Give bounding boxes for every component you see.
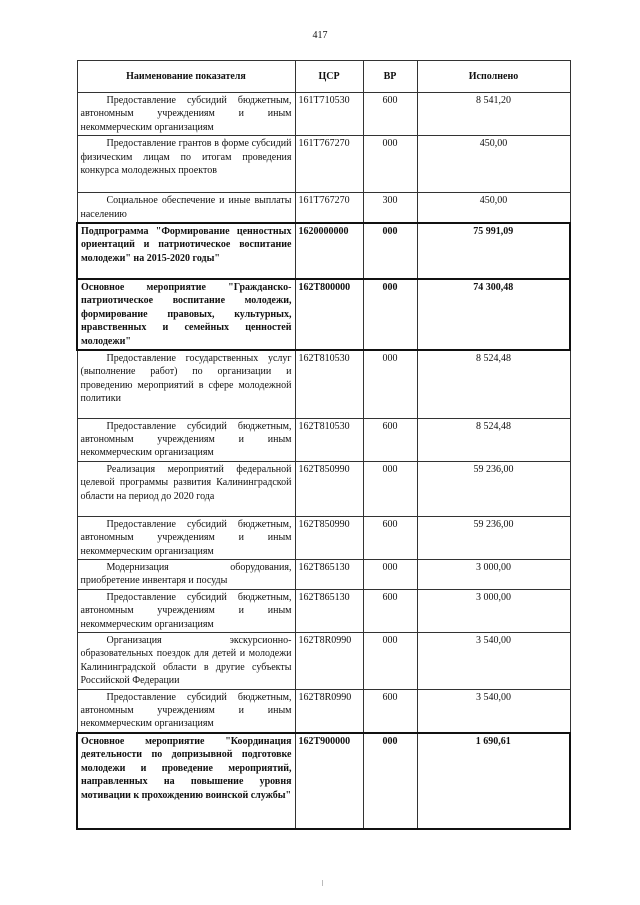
row-csr: 162Т850990 [295,516,363,559]
row-csr: 162Т800000 [295,279,363,350]
row-amount: 75 991,09 [417,223,570,279]
column-header-csr: ЦСР [295,61,363,93]
table-row [77,689,570,733]
table-row [77,193,570,223]
row-amount: 3 540,00 [417,633,570,690]
row-csr: 162Т8R0990 [295,689,363,733]
table-row [77,589,570,632]
row-csr: 161Т767270 [295,193,363,223]
row-name: Подпрограмма "Формирование ценностных ориентаций и патриотическое воспитание молодежи" на 2015-2020 годы" [77,223,295,279]
row-amount: 1 690,61 [417,733,570,829]
row-vr: 000 [363,560,417,590]
table-row [77,350,570,418]
page-number: 417 [312,30,328,41]
row-name: Социальное обеспечение и иные выплаты населению [77,193,295,223]
row-vr: 600 [363,516,417,559]
row-csr: 162Т850990 [295,461,363,516]
row-amount: 3 000,00 [417,560,570,590]
table-row [77,461,570,516]
row-vr: 600 [363,93,417,136]
row-name: Предоставление субсидий бюджетным, автономным учреждениям и иным некоммерческим организациям [77,516,295,559]
table-row [77,516,570,559]
row-name: Модернизация оборудования, приобретение инвентаря и посуды [77,560,295,590]
row-csr: 161Т767270 [295,136,363,193]
row-name: Организация экскурсионно-образовательных поездок для детей и молодежи Калининградской области в другие субъекты Российской Федерации [77,633,295,690]
row-csr: 162Т8R0990 [295,633,363,690]
row-csr: 162Т810530 [295,350,363,418]
table-row-subprogram [77,223,570,279]
row-amount: 59 236,00 [417,516,570,559]
row-name: Предоставление субсидий бюджетным, автономным учреждениям и иным некоммерческим организациям [77,589,295,632]
row-amount: 3 540,00 [417,689,570,733]
budget-execution-table [76,60,571,830]
column-header-vr: ВР [363,61,417,93]
table-row [77,633,570,690]
row-vr: 600 [363,589,417,632]
table-row [77,560,570,590]
table-header-row [77,61,570,93]
row-name: Основное мероприятие "Координация деятельности по допризывной подготовке молодежи и проведение мероприятий, направленных на повышение уровня мотивации к прохождению воинской службы" [77,733,295,829]
row-amount: 59 236,00 [417,461,570,516]
row-amount: 3 000,00 [417,589,570,632]
row-vr: 000 [363,223,417,279]
row-amount: 8 524,48 [417,350,570,418]
row-name: Предоставление субсидий бюджетным, автономным учреждениям и иным некоммерческим организациям [77,93,295,136]
scan-mark [322,880,323,886]
row-amount: 8 541,20 [417,93,570,136]
row-csr: 161Т710530 [295,93,363,136]
row-name: Предоставление субсидий бюджетным, автономным учреждениям и иным некоммерческим организациям [77,689,295,733]
table-row-main-activity [77,279,570,350]
row-csr: 162Т865130 [295,560,363,590]
row-amount: 450,00 [417,193,570,223]
row-name: Основное мероприятие "Гражданско-патриотическое воспитание молодежи, формирование правовых, культурных, нравственных и семейных ценностей молодежи" [77,279,295,350]
row-vr: 600 [363,418,417,461]
column-header-amount: Исполнено [417,61,570,93]
row-csr: 1620000000 [295,223,363,279]
row-vr: 000 [363,461,417,516]
row-csr: 162Т865130 [295,589,363,632]
table-row-main-activity [77,733,570,829]
row-vr: 000 [363,633,417,690]
row-name: Предоставление субсидий бюджетным, автономным учреждениям и иным некоммерческим организациям [77,418,295,461]
row-amount: 450,00 [417,136,570,193]
row-vr: 600 [363,689,417,733]
row-amount: 8 524,48 [417,418,570,461]
row-name: Реализация мероприятий федеральной целевой программы развития Калининградской области на период до 2020 года [77,461,295,516]
row-name: Предоставление грантов в форме субсидий физическим лицам по итогам проведения конкурса молодежных проектов [77,136,295,193]
row-name: Предоставление государственных услуг (выполнение работ) по организации и проведению мероприятий в сфере молодежной политики [77,350,295,418]
row-vr: 000 [363,279,417,350]
row-csr: 162Т810530 [295,418,363,461]
table-row [77,93,570,136]
row-vr: 000 [363,733,417,829]
row-amount: 74 300,48 [417,279,570,350]
table-row [77,136,570,193]
row-vr: 000 [363,136,417,193]
row-csr: 162Т900000 [295,733,363,829]
table-row [77,418,570,461]
row-vr: 300 [363,193,417,223]
column-header-name: Наименование показателя [77,61,295,93]
row-vr: 000 [363,350,417,418]
